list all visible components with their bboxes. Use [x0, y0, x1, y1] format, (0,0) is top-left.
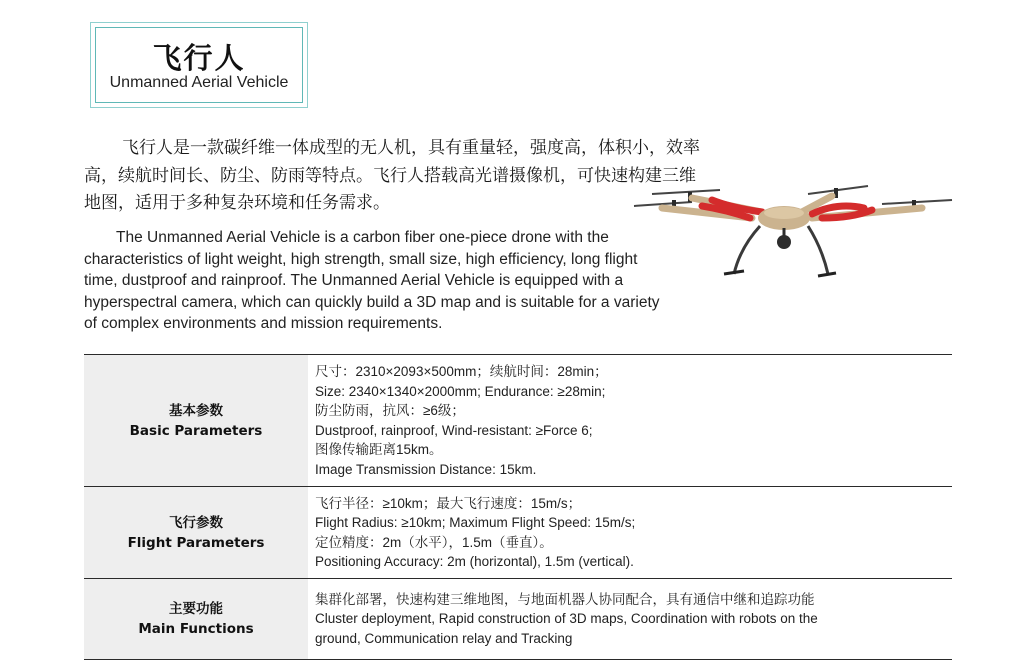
spec-line: 集群化部署，快速构建三维地图，与地面机器人协同配合，具有通信中继和追踪功能: [315, 591, 815, 607]
spec-value-cell: [308, 579, 952, 660]
spec-row-flight: [84, 487, 952, 579]
spec-line: Positioning Accuracy: 2m (horizontal), 1.5m (vertical).: [315, 554, 634, 569]
title-chinese: 飞行人: [152, 41, 246, 75]
spec-row-functions: [84, 579, 952, 660]
spec-line: 飞行半径：≥10km；最大飞行速度：15m/s；: [315, 495, 582, 511]
spec-label-en: Flight Parameters: [127, 534, 265, 551]
spec-line: Size: 2340×1340×2000mm; Endurance: ≥28min;: [315, 383, 606, 399]
spec-label-cell: [84, 487, 308, 579]
spec-label-cn: 飞行参数: [169, 514, 223, 531]
intro-english-text: The Unmanned Aerial Vehicle is a carbon fiber one-piece drone with the characteristics of light weight, high strength, small size, high efficiency, long flight time, dustproof and rainproof. The Unmanned Aerial Vehicle is equipped with a hyperspectral camera, which can quickly build a 3D map and is suitable for a variety of complex environments and mission requirements.: [84, 229, 660, 332]
spec-label-en: Basic Parameters: [129, 422, 263, 439]
intro-chinese-text: 飞行人是一款碳纤维一体成型的无人机，具有重量轻，强度高，体积小，效率高，续航时间长、防尘、防雨等特点。飞行人搭载高光谱摄像机，可快速构建三维地图，适用于多种复杂环境和任务需求。: [84, 138, 700, 213]
spec-label-cn: 基本参数: [169, 402, 223, 419]
intro-chinese: [84, 135, 704, 218]
title-english: Unmanned Aerial Vehicle: [109, 74, 289, 91]
drone-photo-icon: [632, 178, 954, 282]
spec-label-cell: [84, 355, 308, 487]
spec-line: ground, Communication relay and Tracking: [315, 630, 573, 646]
spec-line: 防尘防雨，抗风：≥6级；: [315, 403, 465, 418]
spec-line: Image Transmission Distance: 15km.: [315, 461, 537, 477]
spec-line: 定位精度：2m（水平），1.5m（垂直）。: [315, 534, 553, 550]
spec-label-cn: 主要功能: [169, 601, 223, 617]
spec-table: [84, 354, 952, 660]
spec-line: Flight Radius: ≥10km; Maximum Flight Speed: 15m/s;: [315, 515, 636, 530]
intro-english: [84, 227, 664, 335]
spec-line: Dustproof, rainproof, Wind-resistant: ≥Force 6;: [315, 422, 593, 438]
spec-value-cell: [308, 487, 952, 579]
spec-row-basic: [84, 355, 952, 487]
spec-line: 图像传输距离15km。: [315, 442, 443, 457]
spec-label-en: Main Functions: [138, 621, 254, 637]
spec-line: 尺寸：2310×2093×500mm；续航时间：28min；: [315, 364, 608, 379]
title-box: [90, 22, 308, 108]
spec-value-cell: [308, 355, 952, 487]
spec-line: Cluster deployment, Rapid construction of 3D maps, Coordination with robots on the: [315, 611, 818, 627]
spec-label-cell: [84, 579, 308, 660]
